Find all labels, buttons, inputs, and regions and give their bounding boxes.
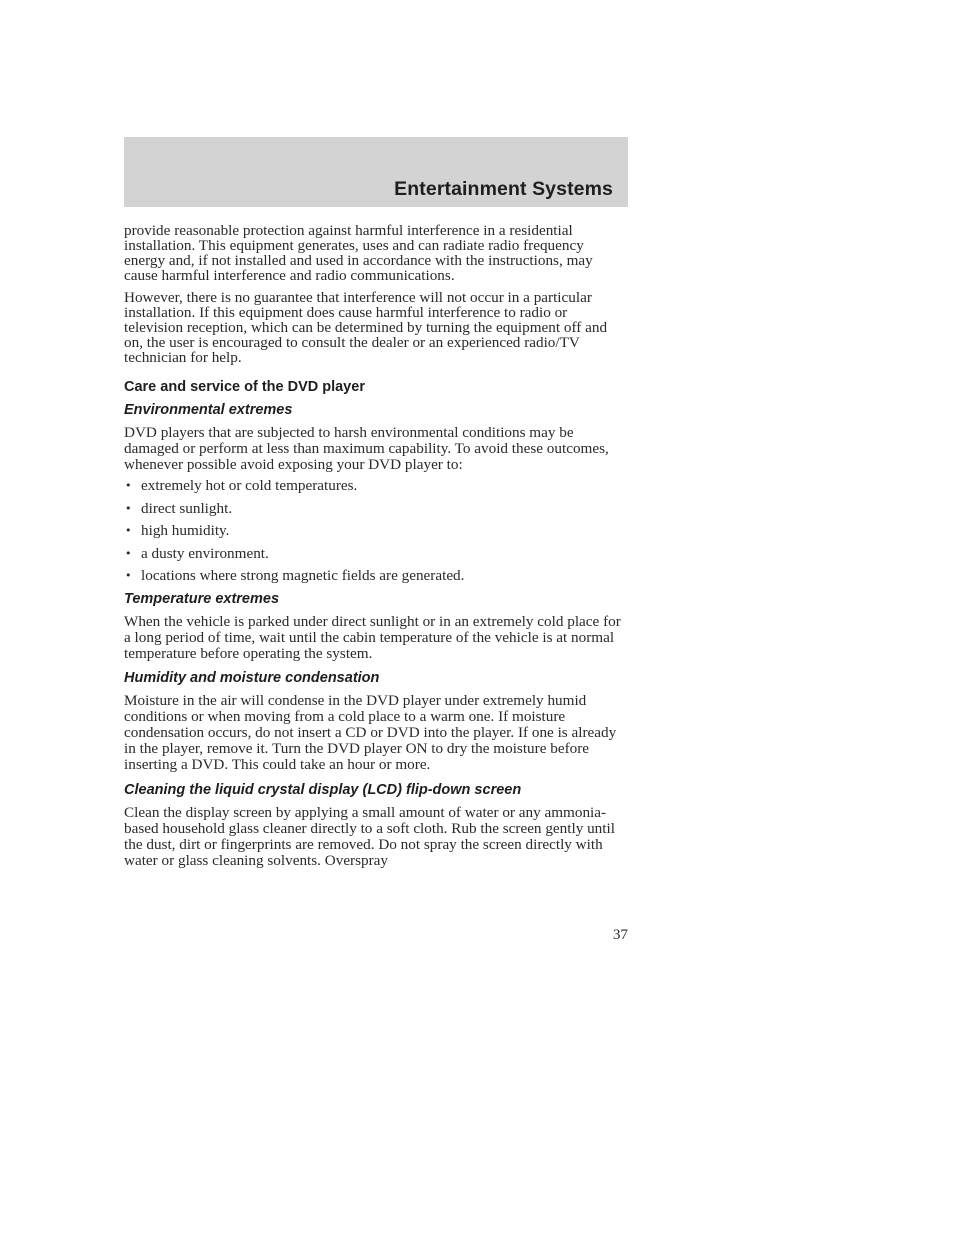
environmental-extremes-heading: Environmental extremes (124, 402, 293, 418)
cleaning-lcd-heading: Cleaning the liquid crystal display (LCD) flip-down screen (124, 781, 522, 798)
bullet-icon: • (125, 524, 132, 537)
page-number: 37 (612, 926, 628, 943)
intro-paragraph-1: provide reasonable protection against harmful interference in a residential installation. This equipment generates, uses and can radiate radio frequency energy and, if not installed and used in accordance with the instructions, may cause harmful interference and radio communications. (124, 222, 593, 284)
section-header-band (124, 137, 628, 207)
environmental-conditions-list (124, 478, 628, 583)
bullet-icon: • (125, 501, 132, 515)
page-content (124, 223, 628, 869)
manual-page (124, 137, 628, 869)
list-item: • direct sunlight. (125, 499, 233, 517)
section-title: Entertainment Systems (394, 178, 613, 200)
temperature-extremes-heading: Temperature extremes (124, 590, 280, 607)
list-item: • locations where strong magnetic fields are generated. (125, 567, 465, 584)
list-item: • extremely hot or cold temperatures. (125, 477, 358, 494)
bullet-icon: • (125, 569, 132, 582)
list-item: • high humidity. (125, 522, 230, 539)
care-service-heading: Care and service of the DVD player (124, 379, 365, 395)
list-item: • a dusty environment. (125, 544, 269, 562)
intro-paragraph-2: However, there is no guarantee that interference will not occur in a particular installation. If this equipment does cause harmful interference to radio or television reception, which can be determined by turning the equipment off and on, the user is encouraged to consult the dealer or an experienced radio/TV technician for help. (124, 289, 608, 366)
bullet-icon: • (125, 479, 132, 492)
humidity-heading: Humidity and moisture condensation (124, 669, 380, 686)
humidity-text: Moisture in the air will condense in the DVD player under extremely humid conditions or when moving from a cold place to a warm one. If moisture condensation occurs, do not insert a CD or DVD into the player. If one is already in the player, remove it. Turn the DVD player ON to dry the moisture before inserting a DVD. This could take an hour or more. (124, 691, 617, 773)
environmental-extremes-text: DVD players that are subjected to harsh environmental conditions may be damaged or perform at less than maximum capability. To avoid these outcomes, whenever possible avoid exposing your DVD player to: (124, 424, 609, 473)
bullet-icon: • (125, 546, 132, 560)
cleaning-lcd-text: Clean the display screen by applying a small amount of water or any ammonia-based household glass cleaner directly to a soft cloth. Rub the screen gently until the dust, dirt or fingerprints are removed. Do not spray the screen directly with water or glass cleaning solvents. Overspray (124, 803, 615, 869)
temperature-extremes-text: When the vehicle is parked under direct sunlight or in an extremely cold place for a long period of time, wait until the cabin temperature of the vehicle is at normal temperature before operating the system. (124, 612, 621, 662)
